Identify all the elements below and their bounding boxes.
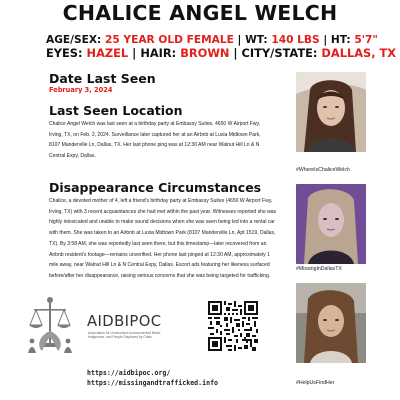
disappearance-text [49,196,289,282]
aidbipoc-logo-icon [20,291,80,357]
text-line: Irving, TX, on Feb. 2, 2024. Surveillance later captured her at an Airbnb at Luxia Midtown Park, [49,131,261,138]
text-line: Chalice Angel Welch was last seen at a birthday party at Embassy Suites, 4650 W Airport Fwy, [49,121,261,127]
text-line: mile away, near Walnut Hill Ln & N Central Expy, Dallas. Escort ads featuring her likeness surfaced [49,262,270,269]
date-last-seen-value: February 3, 2024 [49,86,113,94]
photo-2 [296,184,366,264]
last-seen-location-text [49,119,289,162]
text-line: Airbnb resident's footage—remains unverified. Her phone last pinged at 12:30 AM, approximately 1 [49,251,270,258]
height-label: HT: [330,34,351,46]
org-links [87,368,218,388]
city-label: CITY/STATE: [241,46,318,60]
separator: | [132,46,137,60]
weight-value: 140 LBS [271,34,320,46]
org-name: AIDBIPOC [87,313,162,330]
facts-line-2 [46,46,397,60]
hair-value: BROWN [180,46,230,60]
text-line: Central Expy, Dallas. [49,153,96,160]
date-last-seen-heading: Date Last Seen [49,71,156,86]
text-line: TX). By 3:58 AM, she was reportedly last seen there, but this timestamp—later recovered from an [49,240,267,247]
qr-code-icon [208,301,258,351]
separator: | [237,34,242,46]
text-line: Chalice, a devoted mother of 4, left a friend's birthday party at Embassy Suites (4650 W Airport Fwy, [49,198,273,204]
separator: | [323,34,328,46]
disappearance-heading: Disappearance Circumstances [49,180,262,195]
text-line: highly intoxicated and unable to make sound decisions when she was seen being led into a rental car [49,219,275,226]
text-line: before/after her disappearance, raising serious concerns that she was being targeted for trafficking. [49,272,271,279]
hair-label: HAIR: [140,46,177,60]
eyes-value: HAZEL [86,46,129,60]
photo-3-caption: #HelpUsFindHer [296,380,335,386]
missing-trafficked-link[interactable]: https://missingandtrafficked.info [87,379,219,387]
website-link[interactable]: https://aidbipoc.org/ [87,369,171,377]
age-sex-label: AGE/SEX: [46,34,102,46]
height-value: 5'7" [354,34,378,46]
weight-label: WT: [245,34,268,46]
photo-3 [296,283,366,363]
photo-1 [296,72,366,152]
physical-description [46,34,397,60]
separator: | [233,46,238,60]
org-subtitle: Association for Unrecorded Undocumented Black, Indigenous, and People Displaced by Crisis [88,331,161,339]
text-line: Irving, TX) with 3 recent acquaintances she had met within the past year. Witnesses reported she was [49,208,277,215]
age-sex-value: 25 YEAR OLD FEMALE [104,34,234,46]
text-line: with them. She was taken to an Airbnb at Luxia Midtown Park (8107 Manderville Ln, Apt 1519, Dallas, [49,230,276,237]
eyes-label: EYES: [46,46,83,60]
missing-person-name: CHALICE ANGEL WELCH [62,1,338,25]
last-seen-location-heading: Last Seen Location [49,103,183,118]
text-line: 8107 Manderville Ln, Dallas, TX. Her last phone ping was at 12:30 AM near Walnut Hill Ln & N [49,142,260,149]
photo-1-caption: #WhereIsChaliceWelch [296,167,350,173]
photo-2-caption: #MissingInDallasTX [296,266,342,272]
city-value: DALLAS, TX [321,46,397,60]
